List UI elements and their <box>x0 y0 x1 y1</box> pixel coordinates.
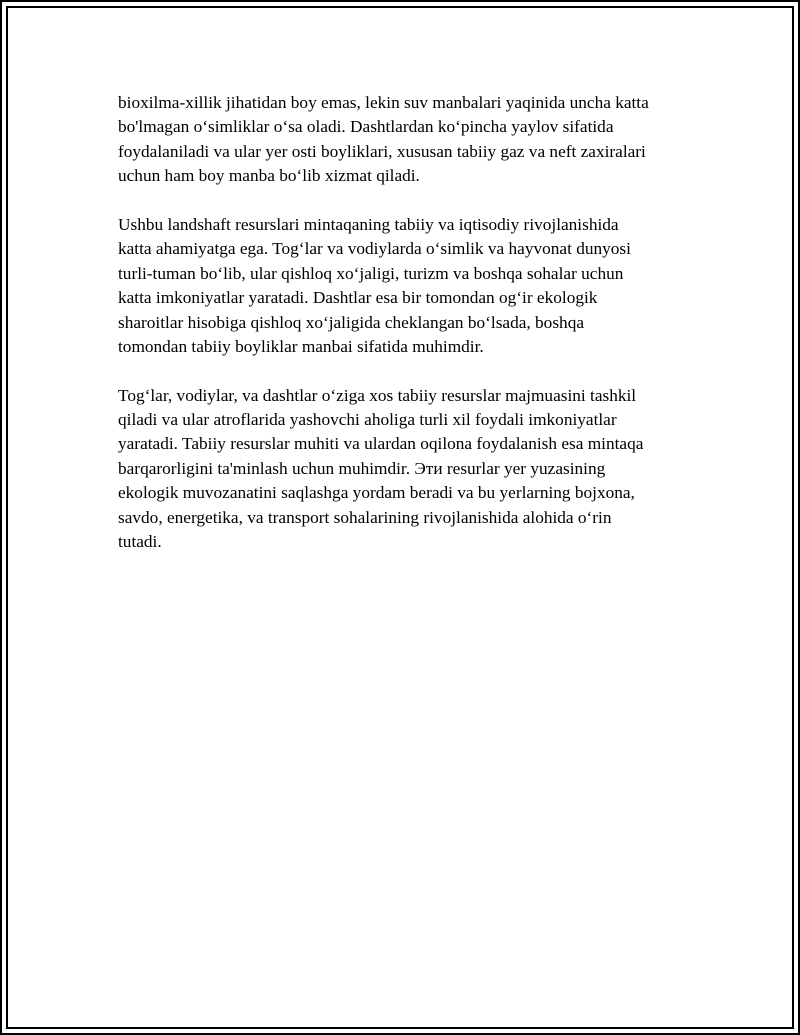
text-line: turli-tuman bo‘lib, ular qishloq xo‘jaligi, turizm va boshqa sohalar uchun <box>118 263 624 283</box>
text-line: katta imkoniyatlar yaratadi. Dashtlar esa bir tomondan og‘ir ekologik <box>118 288 598 308</box>
text-line: yaratadi. Tabiiy resurslar muhiti va ulardan oqilona foydalanish esa mintaqa <box>118 434 644 454</box>
text-line: bo'lmagan o‘simliklar o‘sa oladi. Dashtlardan ko‘pincha yaylov sifatida <box>118 117 614 137</box>
text-line: ekologik muvozanatini saqlashga yordam beradi va bu yerlarning bojxona, <box>118 483 635 503</box>
text-line: Tog‘lar, vodiylar, va dashtlar o‘ziga xos tabiiy resurslar majmuasini tashkil <box>118 385 637 405</box>
text-line: savdo, energetika, va transport sohalarining rivojlanishida alohida o‘rin <box>118 507 612 527</box>
text-line: qiladi va ular atroflarida yashovchi aholiga turli xil foydali imkoniyatlar <box>118 410 617 430</box>
text-line: tomondan tabiiy boyliklar manbai sifatida muhimdir. <box>118 336 484 356</box>
text-line: foydalaniladi va ular yer osti boyliklari, xususan tabiiy gaz va neft zaxiralari <box>118 141 646 161</box>
text-line: tutadi. <box>118 532 162 552</box>
paragraph-1 <box>118 91 698 189</box>
text-line: Ushbu landshaft resurslari mintaqaning tabiiy va iqtisodiy rivojlanishida <box>118 214 619 234</box>
text-line: barqarorligini ta'minlash uchun muhimdir. Эти resurlar yer yuzasining <box>118 458 606 478</box>
text-line: bioxilma-xillik jihatidan boy emas, lekin suv manbalari yaqinida uncha katta <box>118 93 649 112</box>
paragraph-3 <box>118 384 698 555</box>
text-line: sharoitlar hisobiga qishloq xo‘jaligida cheklangan bo‘lsada, boshqa <box>118 312 585 332</box>
text-line: katta ahamiyatga ega. Tog‘lar va vodiylarda o‘simlik va hayvonat dunyosi <box>118 239 631 259</box>
text-line: uchun ham boy manba bo‘lib xizmat qiladi. <box>118 166 420 186</box>
paragraph-2 <box>118 213 698 359</box>
document-body <box>118 91 698 579</box>
